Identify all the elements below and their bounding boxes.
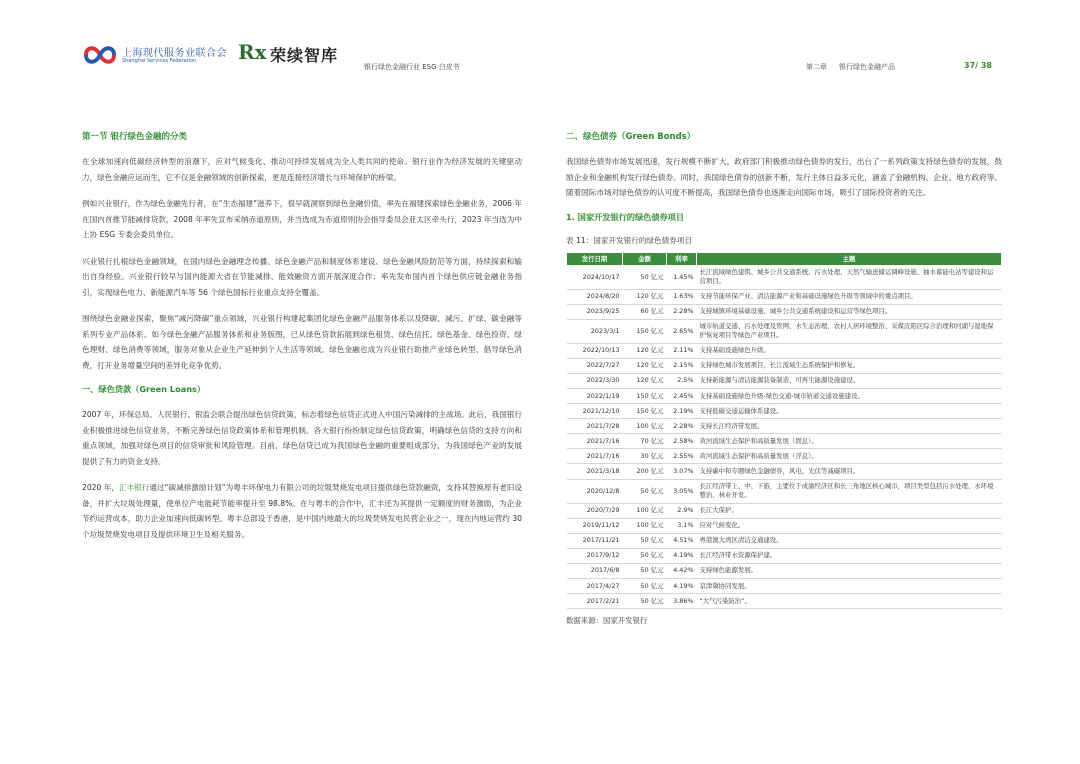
federation-name-en: Shanghai Services Federation	[122, 58, 197, 64]
think-tank-mark: Rx	[238, 40, 267, 64]
header-date: 发行日期	[567, 252, 623, 265]
cell-theme: 支持碳中和专题绿色金融债券，风电、光伏等减碳项目。	[697, 464, 1002, 479]
cell-amount: 120 亿元	[623, 373, 667, 388]
think-tank-name: 荣续智库	[270, 46, 339, 65]
cell-rate: 3.07%	[667, 464, 697, 479]
subsection-title-green-loans: 一、绿色贷款（Green Loans）	[82, 384, 206, 394]
cell-date: 2023/9/25	[567, 304, 623, 319]
cell-theme: 支持基础设施绿色升级-绿色交通-城市轨道交通设施建设。	[697, 388, 1002, 403]
cell-date: 2017/9/12	[567, 548, 623, 563]
cell-theme: 应对气候变化。	[697, 518, 1002, 533]
cell-theme: 长江经济带上、中、下游，主要位于成渝经济区和长三角地区核心城市，项目类型包括污水处理、水环境整治、林业开发。	[697, 479, 1002, 503]
cell-date: 2020/12/8	[567, 479, 623, 503]
header-rate: 利率	[667, 252, 697, 265]
cell-theme: 长江大保护。	[697, 503, 1002, 518]
federation-name-cn: 上海现代服务业联合会	[122, 48, 227, 59]
cell-amount: 30 亿元	[623, 449, 667, 464]
chapter-title: 银行绿色金融产品	[839, 63, 895, 71]
cell-rate: 2.19%	[667, 404, 697, 419]
cell-rate: 3.86%	[667, 594, 697, 609]
cell-rate: 4.19%	[667, 579, 697, 594]
cell-rate: 2.28%	[667, 304, 697, 319]
section-title-green-bonds: 二、绿色债券（Green Bonds）	[566, 132, 696, 142]
subsection-title-cdb: 1. 国家开发银行的绿色债券项目	[566, 211, 685, 222]
cell-rate: 2.65%	[667, 319, 697, 343]
page-header	[0, 0, 1080, 90]
cell-theme: 支持城镇环境基础设施、城乡公共交通系统建设和运营等绿色项目。	[697, 304, 1002, 319]
cell-rate: 4.42%	[667, 563, 697, 578]
cell-theme: 支持低碳交通运输体系建设。	[697, 404, 1002, 419]
table-row	[567, 518, 1002, 533]
cell-rate: 1.45%	[667, 265, 697, 289]
cell-rate: 2.9%	[667, 503, 697, 518]
cell-date: 2021/7/16	[567, 449, 623, 464]
table-body	[567, 265, 1002, 609]
right-column	[566, 130, 1002, 626]
cell-rate: 3.05%	[667, 479, 697, 503]
cell-amount: 150 亿元	[623, 404, 667, 419]
document-title: 银行绿色金融行业 ESG 白皮书	[364, 63, 460, 71]
federation-emblem-icon	[82, 42, 118, 68]
cell-theme: “大气污染防治”。	[697, 594, 1002, 609]
table-row	[567, 579, 1002, 594]
cell-theme: 支持长江经济带发展。	[697, 419, 1002, 434]
cell-amount: 150 亿元	[623, 388, 667, 403]
cell-theme: 黄河流域生态保护和高质量发展（浮息）。	[697, 449, 1002, 464]
cell-date: 2019/11/12	[567, 518, 623, 533]
cell-rate: 2.55%	[667, 449, 697, 464]
table-row	[567, 479, 1002, 503]
table-row	[567, 388, 1002, 403]
cell-theme: 黄河流域生态保护和高质量发展（固息）。	[697, 434, 1002, 449]
table-row	[567, 548, 1002, 563]
cell-rate: 2.58%	[667, 434, 697, 449]
table-row	[567, 304, 1002, 319]
cell-date: 2022/3/30	[567, 373, 623, 388]
cell-theme: 支持节能环保产业、清洁能源产业和基础设施绿色升级等领域中的重点项目。	[697, 289, 1002, 304]
table-row	[567, 594, 1002, 609]
cell-rate: 2.5%	[667, 373, 697, 388]
cell-date: 2020/7/29	[567, 503, 623, 518]
cell-date: 2017/4/27	[567, 579, 623, 594]
table-row	[567, 319, 1002, 343]
cell-rate: 4.51%	[667, 533, 697, 548]
cell-rate: 1.63%	[667, 289, 697, 304]
paragraph: 2007 年，环保总局、人民银行、银监会联合提出绿色信贷政策，标志着绿色信贷正式进入中国污染减排的主战场。此后，我国银行业积极推进绿色信贷业务，不断完善绿色信贷政策体系和管理机制。各大银行纷纷制定绿色信贷政策，明确绿色信贷的支持方向和重点领域，加强对绿色项目的信贷审批和风险管理。目前，绿色信贷已成为我国绿色金融的重要组成部分，为我国绿色产业的发展提供了有力的资金支持。	[82, 410, 522, 466]
table-row	[567, 358, 1002, 373]
cell-date: 2021/12/10	[567, 404, 623, 419]
table-row	[567, 373, 1002, 388]
cell-amount: 100 亿元	[623, 419, 667, 434]
table-row	[567, 563, 1002, 578]
cell-amount: 70 亿元	[623, 434, 667, 449]
paragraph: 兴业银行扎根绿色金融领域，在国内绿色金融理念传播、绿色金融产品和制度体系建设、绿色金融风险防范等方面，持续探索和输出自身经验。兴业银行较早与国内能源大省在节能减排、能效融资方面开展深度合作；率先发布国内首个绿色供应链金融业务指引，实现绿色电力、新能源汽车等 56 个绿色国标行业重点支持全覆盖。	[82, 256, 522, 297]
cell-amount: 50 亿元	[623, 265, 667, 289]
paragraph: 例如兴业银行，作为绿色金融先行者，在“生态福建”滋养下，很早就洞察到绿色金融价值，率先在福建探索绿色金融业务，2006 年在国内首推节能减排贷款，2008 年率先宣布采纳赤道原则，并当选成为赤道原则协会指导委员会亚太区牵头行，2023 年当选为中上协 ESG 专委会委员单位。	[82, 199, 522, 239]
cell-date: 2024/10/17	[567, 265, 623, 289]
cell-date: 2017/11/21	[567, 533, 623, 548]
paragraph: 我国绿色债券市场发展迅速，发行规模不断扩大。政府部门积极推动绿色债券的发行，出台了一系列政策支持绿色债券的发展，鼓励企业和金融机构发行绿色债券。同时，我国绿色债券的创新不断，发行主体日益多元化，涵盖了金融机构、企业、地方政府等。随着国际市场对绿色债券的认可度不断提高，我国绿色债券也逐渐走向国际市场，吸引了国际投资者的关注。	[566, 157, 1002, 197]
cell-rate: 2.45%	[667, 388, 697, 403]
cell-amount: 120 亿元	[623, 358, 667, 373]
cell-date: 2023/3/1	[567, 319, 623, 343]
federation-logo	[82, 42, 227, 72]
green-bond-table	[566, 252, 1002, 610]
table-row	[567, 343, 1002, 358]
cell-rate: 2.28%	[667, 419, 697, 434]
header-theme: 主题	[697, 252, 1002, 265]
cell-amount: 50 亿元	[623, 594, 667, 609]
data-source: 数据来源：国家开发银行	[566, 616, 648, 626]
cell-theme: 京津冀协同发展。	[697, 579, 1002, 594]
cell-rate: 3.1%	[667, 518, 697, 533]
cell-rate: 2.15%	[667, 358, 697, 373]
cell-amount: 150 亿元	[623, 319, 667, 343]
table-header-row	[567, 252, 1002, 265]
section-title: 第一节 银行绿色金融的分类	[82, 132, 187, 142]
table-row	[567, 289, 1002, 304]
cell-amount: 120 亿元	[623, 343, 667, 358]
table-row	[567, 265, 1002, 289]
paragraph: 围绕绿色金融业探索，聚焦“减污降碳”重点领域，兴业银行构建起集团化绿色金融产品服务体系以及降碳、减污、扩绿、碳金融等系列专业产品体系。如今绿色金融产品服务体系和业务版图，已从绿色贷款拓展到绿色租赁、绿色信托、绿色基金、绿色投资、绿色理财、绿色消费等领域，服务对象从企业生产延伸到个人生活等领域。绿色金融也成为兴业银行助推产业绿色转型、倡导绿色消费，打开业务增量空间的差异化竞争优势。	[82, 314, 522, 370]
cell-theme: 支持绿色城市发展项目，长江流域生态系统保护和修复。	[697, 358, 1002, 373]
cell-theme: 粤港澳大湾区清洁交通建设。	[697, 533, 1002, 548]
cell-date: 2017/2/21	[567, 594, 623, 609]
cell-amount: 50 亿元	[623, 579, 667, 594]
table-row	[567, 464, 1002, 479]
cell-date: 2022/1/19	[567, 388, 623, 403]
chapter-label	[806, 62, 907, 72]
cell-date: 2021/7/28	[567, 419, 623, 434]
table-caption: 表 11：国家开发银行的绿色债券项目	[566, 235, 692, 245]
cell-theme: 支持绿色能源发展。	[697, 563, 1002, 578]
hsbc-bank-highlight: 汇丰银行	[118, 483, 150, 492]
cell-date: 2021/3/18	[567, 464, 623, 479]
cell-date: 2017/6/8	[567, 563, 623, 578]
page-number: 37/ 38	[964, 61, 992, 70]
chapter-number: 第二章	[806, 63, 827, 71]
cell-theme: 长江流域绿色建筑、城乡公共交通系统、污水处理、天然气输送储运调峰设施、抽水蓄能电站等建设和运营项目。	[697, 265, 1002, 289]
table-row	[567, 419, 1002, 434]
cell-date: 2022/10/13	[567, 343, 623, 358]
cell-theme: 支持新能源与清洁能源装备制造、可再生能源设施建设。	[697, 373, 1002, 388]
cell-theme: 支持基础设施绿色升级。	[697, 343, 1002, 358]
cell-theme: 长江经济带水资源保护建。	[697, 548, 1002, 563]
table-row	[567, 533, 1002, 548]
cell-date: 2024/8/20	[567, 289, 623, 304]
cell-amount: 100 亿元	[623, 503, 667, 518]
table-row	[567, 434, 1002, 449]
header-amount: 金额	[623, 252, 667, 265]
paragraph-prefix: 2020 年，	[82, 483, 119, 492]
table-row	[567, 449, 1002, 464]
cell-date: 2021/7/16	[567, 434, 623, 449]
cell-amount: 60 亿元	[623, 304, 667, 319]
table-row	[567, 503, 1002, 518]
cell-amount: 50 亿元	[623, 548, 667, 563]
cell-amount: 120 亿元	[623, 289, 667, 304]
cell-amount: 100 亿元	[623, 518, 667, 533]
paragraph: 在全球加速向低碳经济转型的浪潮下，应对气候变化、推动可持续发展成为全人类共同的使命。银行业作为经济发展的关键驱动力，绿色金融应运而生，它不仅是金融领域的创新探索，更是连接经济增长与环境保护的桥梁。	[82, 157, 522, 182]
cell-rate: 4.19%	[667, 548, 697, 563]
cell-amount: 50 亿元	[623, 563, 667, 578]
cell-amount: 50 亿元	[623, 479, 667, 503]
cell-theme: 城市轨道交通、污水处理及管网、水生态治理、农村人居环境整治、采煤沉陷区综合治理和河湖与湿地保护恢复项目等绿色产业项目。	[697, 319, 1002, 343]
table-row	[567, 404, 1002, 419]
cell-date: 2022/7/27	[567, 358, 623, 373]
cell-amount: 50 亿元	[623, 533, 667, 548]
paragraph-body: 通过“碳减排激励计划”为粤丰环保电力有限公司的垃圾焚烧发电项目提供绿色贷款融资，支持其替换原有老旧设备，并扩大垃圾处理量，使单位产电能耗节能率提升至 98.8%。在与粤丰的合作中，汇丰还为其提供一定额度的财务激励，为企业节约运营成本，助力企业加速向低碳转型。粤丰总部设于香港，是中国内地最大的垃圾焚烧发电民营企业之一，现在内地运营约 30 个垃圾焚烧发电项目及提供环境卫生及相关服务。	[82, 483, 522, 539]
paragraph-hsbc	[82, 480, 522, 542]
cell-amount: 200 亿元	[623, 464, 667, 479]
left-column	[82, 130, 522, 553]
cell-rate: 2.11%	[667, 343, 697, 358]
